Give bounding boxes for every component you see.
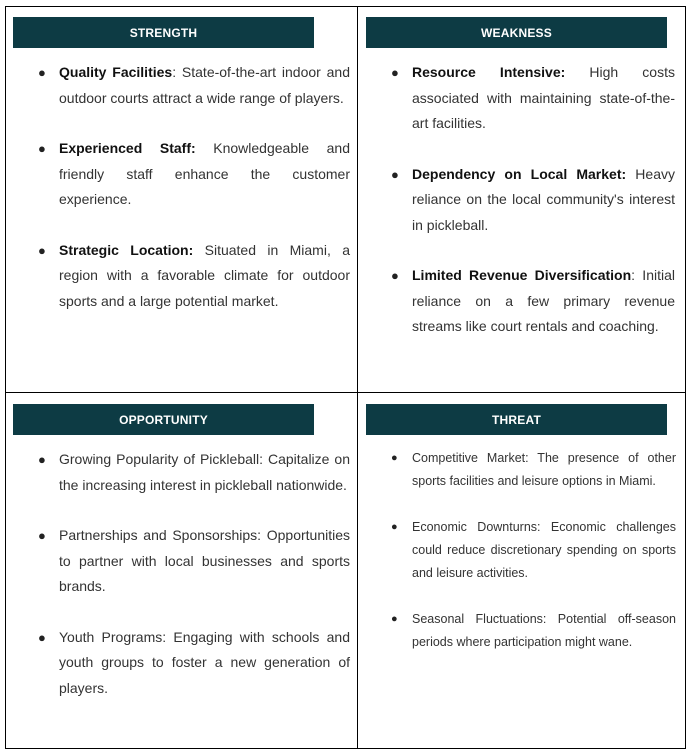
bullet-icon: ●	[38, 65, 46, 80]
bullet-icon: ●	[391, 452, 398, 464]
bullet-icon: ●	[38, 242, 46, 258]
row-divider	[5, 392, 686, 393]
list-item: ● Dependency on Local Market: Heavy reliance on the local community's interest in pickleball.	[412, 162, 675, 239]
list-item: ● Quality Facilities: State-of-the-art indoor and outdoor courts attract a wide range of players.	[59, 60, 350, 111]
bullet-icon: ●	[391, 65, 399, 80]
bullet-icon: ●	[38, 528, 46, 543]
list-item: ● Resource Intensive: High costs associated with maintaining state-of-the-art facilities.	[412, 60, 675, 137]
column-divider	[357, 6, 358, 749]
list-item: ● Experienced Staff: Knowledgeable and friendly staff enhance the customer experience.	[59, 136, 350, 213]
bullet-icon: ●	[38, 141, 46, 156]
bullet-icon: ●	[391, 166, 399, 182]
threat-header	[366, 404, 667, 435]
strength-header	[13, 17, 314, 48]
strength-title: STRENGTH	[129, 25, 198, 40]
strength-list	[38, 60, 350, 314]
weakness-list	[391, 60, 675, 340]
list-item: ● Limited Revenue Diversification: Initial reliance on a few primary revenue streams like court rentals and coaching.	[412, 263, 675, 340]
list-item: ● Growing Popularity of Pickleball: Capitalize on the increasing interest in pickleball nationwide.	[59, 447, 350, 498]
threat-title: THREAT	[492, 412, 541, 427]
bullet-icon: ●	[38, 629, 46, 645]
opportunity-list	[38, 447, 350, 701]
list-item: ● Competitive Market: The presence of other sports facilities and leisure options in Miami.	[412, 447, 676, 493]
list-item: ● Economic Downturns: Economic challenges could reduce discretionary spending on sports and leisure activities.	[412, 516, 676, 585]
weakness-header	[366, 17, 667, 48]
bullet-icon: ●	[391, 268, 399, 283]
list-item: ● Seasonal Fluctuations: Potential off-season periods where participation might wane.	[412, 608, 676, 654]
list-item: ● Youth Programs: Engaging with schools and youth groups to foster a new generation of players.	[59, 625, 350, 702]
list-item: ● Partnerships and Sponsorships: Opportunities to partner with local businesses and sports brands.	[59, 523, 350, 600]
opportunity-header	[13, 404, 314, 435]
threat-list	[391, 447, 676, 654]
list-item: ● Strategic Location: Situated in Miami, a region with a favorable climate for outdoor sports and a large potential market.	[59, 238, 350, 315]
bullet-icon: ●	[38, 452, 46, 467]
weakness-title: WEAKNESS	[481, 25, 552, 40]
bullet-icon: ●	[391, 613, 398, 625]
opportunity-title: OPPORTUNITY	[119, 412, 208, 427]
bullet-icon: ●	[391, 521, 398, 533]
